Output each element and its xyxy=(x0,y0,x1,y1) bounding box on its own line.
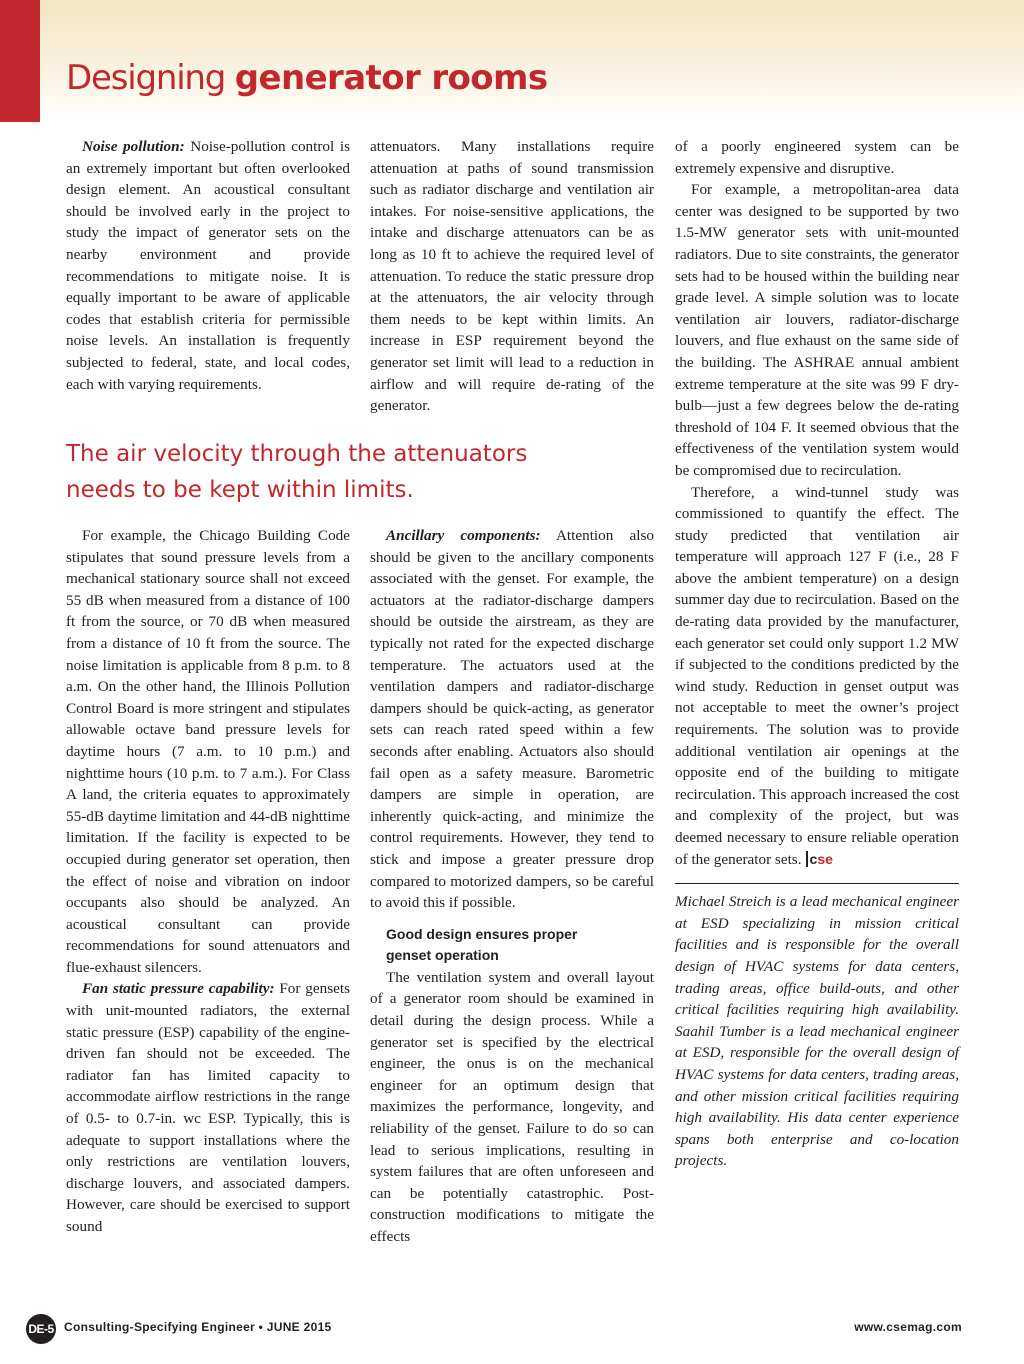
paragraph-text: For gensets with unit-mounted radiators, the external static pressure (ESP) capability of the engine-driven fan should not be exceeded. The radiator fan has limited capacity to accommodate airflow restrictions in the range of 0.5- to 0.7-in. wc ESP. Typically, this is adequate to support installations where the only restrictions are ventilation louvers, discharge louvers, and associated dampers. However, care should be exercised to support sound xyxy=(66,980,351,1235)
paragraph-wind-tunnel xyxy=(675,482,959,871)
page-title xyxy=(66,58,548,98)
paragraph-text: Noise-pollution control is an extremely important but often overlooked design element. An acoustical consultant should be involved early in the project to study the impact of generator sets on the nearby environment and provide recommendations to mitigate noise. It is equally important to be aware of applicable codes that establish criteria for permissible noise levels. An installation is frequently subjected to federal, state, and local codes, each with varying requirements. xyxy=(66,138,350,393)
column-3 xyxy=(675,136,959,1172)
end-mark-logo xyxy=(806,851,833,867)
pull-quote-line-2: needs to be kept within limits. xyxy=(66,477,414,503)
bio-divider xyxy=(675,883,959,884)
paragraph-chicago-code: For example, the Chicago Building Code stipulates that sound pressure levels from a mechanical stationary source shall not exceed 55 dB when measured from a distance of 100 ft from the source, or 70 dB when measured from a distance of 10 ft from the source. The noise limitation is applicable from 8 p.m. to 8 a.m. On the other hand, the Illinois Pollution Control Board is more stringent and stipulates allowable octave band pressure levels for daytime hours (7 a.m. to 10 p.m.) and nighttime hours (10 p.m. to 7 a.m.). For Class A land, the criteria equates to approximately 55-dB daytime limitation and 44-dB nighttime limitation. If the facility is expected to be occupied during generator set operation, then the effect of noise and vibration on indoor occupants also should be analyzed. An acoustical consultant can provide recommendations for sound attenuators and flue-exhaust silencers. xyxy=(66,527,350,976)
column-1-top xyxy=(66,136,350,395)
subheading-good-design xyxy=(370,924,654,967)
paragraph-ventilation-system: The ventilation system and overall layout of a generator room should be examined in detail during the design process. While a generator set is specified by the electrical engineer, the onus is on the mechanical engineer for an optimum design that maximizes the performance, longevity, and reliability of the genset. Failure to do so can lead to serious implications, resulting in system failures that are often unforeseen and can be potentially catastrophic. Post-construction modifications to mitigate the effects xyxy=(370,968,654,1245)
subheading-line-2: genset operation xyxy=(386,947,499,964)
runin-ancillary-components: Ancillary components: xyxy=(386,527,541,544)
page-number-badge: DE-5 xyxy=(26,1314,56,1344)
runin-fan-static-pressure: Fan static pressure capability: xyxy=(82,980,275,998)
paragraph-text: Attention also should be given to the ancillary components associated with the genset. For example, the actuators at the radiator-discharge dampers should be outside the airstream, as they are typically not rated for the expected discharge temperature. The actuators used at the ventilation dampers and radiator-discharge dampers should be quick-acting, as generator sets can reach rated speed within a few seconds after enabling. Actuators also should fail open as a safety measure. Barometric dampers are simple in operation, are inherently quick-acting, and minimize the control requirements. However, they tend to stick and impose a greater pressure drop compared to motorized dampers, so be careful to avoid this if possible. xyxy=(370,527,654,912)
paragraph-data-center-example: For example, a metropolitan-area data center was designed to be supported by two 1.5-MW generator sets with unit-mounted radiators. Due to site constraints, the generator sets had to be housed within the building near grade level. A simple solution was to locate ventilation air louvers, radiator-discharge louvers, and flue exhaust on the same side of the building. The ASHRAE annual ambient extreme temperature at the site was 99 F dry-bulb—just a few degrees below the de-rating threshold of 104 F. It seemed obvious that the effectiveness of the ventilation system would be compromised due to recirculation. xyxy=(675,181,959,479)
subheading-line-1: Good design ensures proper xyxy=(386,925,578,942)
author-bio: Michael Streich is a lead mechanical engineer at ESD specializing in mission critical facilities and is responsible for the overall design of HVAC systems for data centers, trading areas, office build-outs, and other critical facilities requiring high availability. Saahil Tumber is a lead mechanical engineer at ESD, responsible for the overall design of HVAC systems for data centers, trading areas, and other mission critical facilities requiring high availability. His data center experience spans both enterprise and co-location projects. xyxy=(675,893,959,1170)
paragraph-noise-pollution xyxy=(66,136,350,395)
website-url[interactable]: www.csemag.com xyxy=(854,1320,962,1334)
paragraph-poorly-engineered: of a poorly engineered system can be extremely expensive and disruptive. xyxy=(675,138,959,177)
pull-quote xyxy=(66,436,586,508)
publication-line: Consulting-Specifying Engineer • JUNE 2015 xyxy=(64,1320,332,1334)
paragraph-attenuators: attenuators. Many installations require attenuation at paths of sound transmission such as radiator discharge and ventilation air intakes. For noise-sensitive applications, the intake and discharge attenuators can be as long as 10 ft to achieve the required level of attenuation. To reduce the static pressure drop at the attenuators, the air velocity through them needs to be kept within limits. An increase in ESP requirement beyond the generator set limit will lead to a reduction in airflow and will require de-rating of the generator. xyxy=(370,138,654,415)
title-bold: generator rooms xyxy=(234,58,548,98)
title-light: Designing xyxy=(66,58,235,98)
header-red-bar xyxy=(0,0,40,122)
paragraph-ancillary-components xyxy=(370,525,654,914)
paragraph-text: Therefore, a wind-tunnel study was commissioned to quantify the effect. The study predicted that ventilation air temperature will approach 127 F (i.e., 28 F above the ambient temperature) on a design summer day due to recirculation. Based on the de-rating data provided by the manufacturer, each generator set could only support 1.2 MW if subjected to the conditions predicted by the wind study. Reduction in genset output was not acceptable to meet the owner’s project requirements. The solution was to provide additional ventilation air openings at the opposite end of the building to mitigate recirculation. This approach increased the cost and complexity of the project, but was deemed necessary to ensure reliable operation of the generator sets. xyxy=(675,483,959,868)
column-2-top xyxy=(370,136,654,417)
pull-quote-line-1: The air velocity through the attenuators xyxy=(66,441,528,467)
column-2-bottom xyxy=(370,525,654,1248)
end-mark-c: c xyxy=(809,850,818,867)
runin-noise-pollution: Noise pollution: xyxy=(82,138,185,155)
paragraph-fan-static-pressure xyxy=(66,978,350,1237)
column-1-bottom xyxy=(66,525,350,1238)
end-mark-se: se xyxy=(817,850,833,867)
